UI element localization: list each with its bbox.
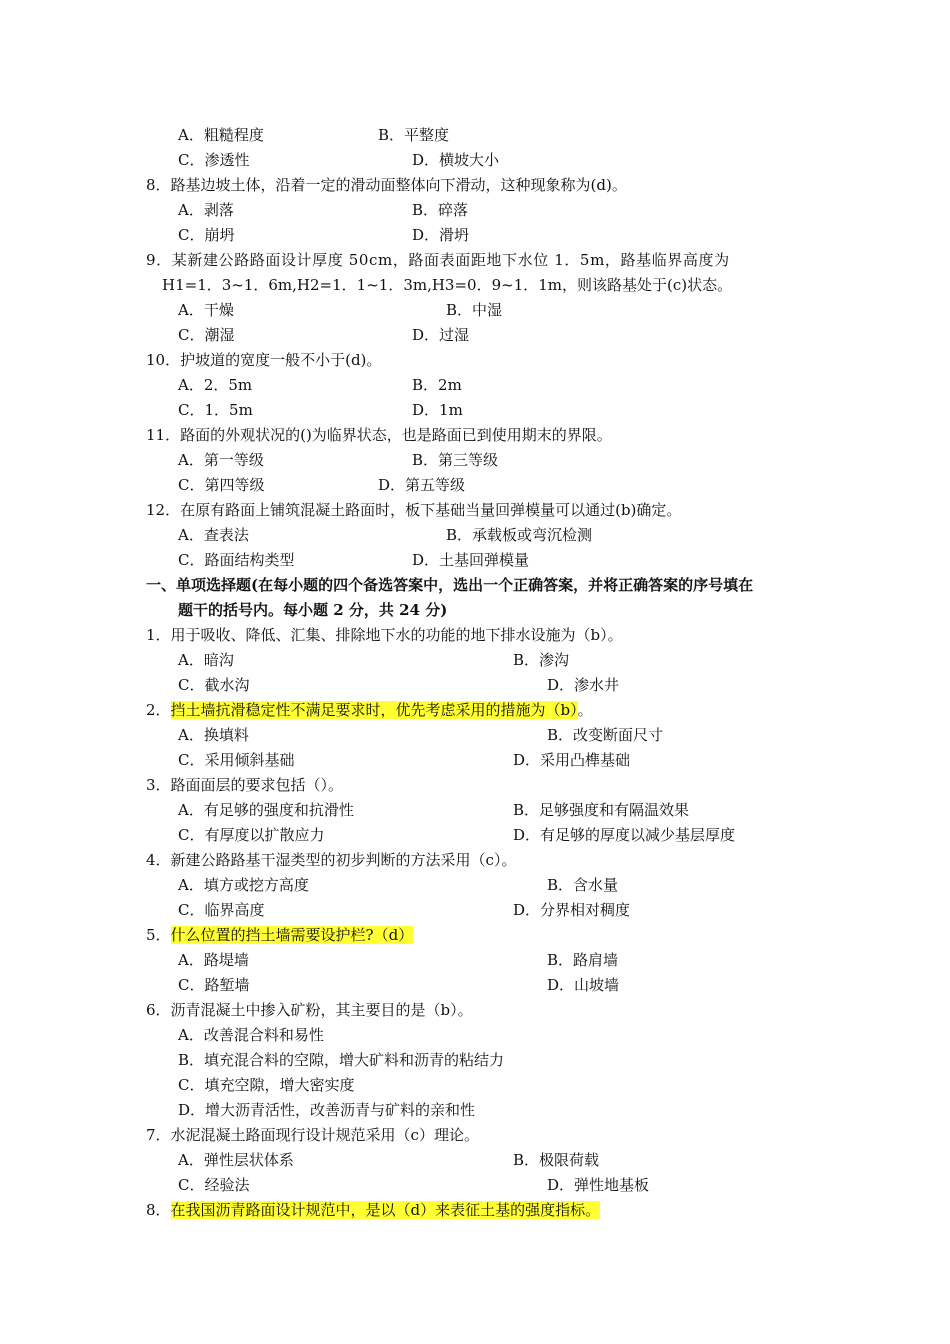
question-stem: 11．路面的外观状况的()为临界状态，也是路面已到使用期末的界限。 [146, 426, 612, 444]
option-a: A．第一等级 [178, 451, 264, 469]
question-stem: 3．路面面层的要求包括（）。 [146, 776, 344, 794]
option-a: A．剥落 [178, 201, 234, 219]
option-c: C．有厚度以扩散应力 [178, 826, 325, 844]
question-number: 8． [146, 1201, 171, 1219]
question-stem: 6．沥青混凝土中掺入矿粉，其主要目的是（b）。 [146, 1001, 473, 1019]
option-b: B．2m [412, 376, 462, 394]
option-a: A．换填料 [178, 726, 249, 744]
section-heading-continued: 题干的括号内。每小题 2 分，共 24 分) [178, 601, 448, 619]
option-d: D．增大沥青活性，改善沥青与矿料的亲和性 [178, 1101, 476, 1119]
option-b: B．路肩墙 [547, 951, 619, 969]
option-d: D．土基回弹模量 [412, 551, 530, 569]
question-stem-highlighted [146, 1199, 600, 1221]
question-stem: 8．路基边坡土体，沿着一定的滑动面整体向下滑动，这种现象称为(d)。 [146, 176, 627, 194]
option-c: C．崩坍 [178, 226, 235, 244]
option-b: B．填充混合料的空隙，增大矿料和沥青的粘结力 [178, 1051, 505, 1069]
option-a: A．路堤墙 [178, 951, 249, 969]
option-c: C．临界高度 [178, 901, 265, 919]
stem-end: 。 [577, 701, 593, 719]
question-stem-highlighted [146, 699, 593, 721]
option-a: A．暗沟 [178, 651, 234, 669]
option-b: B．中湿 [446, 301, 503, 319]
option-b: B．改变断面尺寸 [547, 726, 664, 744]
highlighted-text: 什么位置的挡土墙需要设护栏?（d） [170, 926, 414, 944]
option-d: D．第五等级 [378, 476, 466, 494]
option-d: D．山坡墙 [547, 976, 620, 994]
option-a: A．有足够的强度和抗滑性 [178, 801, 354, 819]
option-a: A．填方或挖方高度 [178, 876, 309, 894]
section-heading: 一、单项选择题(在每小题的四个备选答案中，选出一个正确答案，并将正确答案的序号填在 [146, 576, 754, 594]
option-d: D．弹性地基板 [547, 1176, 650, 1194]
question-stem-continued: H1=1．3~1．6m,H2=1．1~1．3m,H3=0．9~1．1m，则该路基处于(c)状态。 [162, 276, 733, 294]
option-c: C．经验法 [178, 1176, 250, 1194]
question-stem: 9．某新建公路路面设计厚度 50cm，路面表面距地下水位 1．5m，路基临界高度为 [146, 251, 730, 269]
option-c: C．路堑墙 [178, 976, 250, 994]
option-b: B．碎落 [412, 201, 469, 219]
highlighted-text: 在我国沥青路面设计规范中，是以（d）来表征土基的强度指标。 [170, 1201, 601, 1219]
option-a: A．查表法 [178, 526, 249, 544]
option-b: B．足够强度和有隔温效果 [513, 801, 690, 819]
option-c: C．1．5m [178, 401, 253, 419]
option-d: D．有足够的厚度以减少基层厚度 [513, 826, 736, 844]
question-stem: 1．用于吸收、降低、汇集、排除地下水的功能的地下排水设施为（b）。 [146, 626, 623, 644]
option-b: B．含水量 [547, 876, 619, 894]
option-a: A．干燥 [178, 301, 234, 319]
option-b: B．渗沟 [513, 651, 570, 669]
option-b: B．承载板或弯沉检测 [446, 526, 593, 544]
option-c: C．第四等级 [178, 476, 265, 494]
option-c: C．路面结构类型 [178, 551, 295, 569]
option-c: C．采用倾斜基础 [178, 751, 295, 769]
option-d: D．分界相对稠度 [513, 901, 631, 919]
option-b: B．平整度 [378, 126, 450, 144]
question-stem: 12．在原有路面上铺筑混凝土路面时，板下基础当量回弹模量可以通过(b)确定。 [146, 501, 682, 519]
option-b: B．第三等级 [412, 451, 499, 469]
option-a: A．改善混合料和易性 [178, 1026, 324, 1044]
option-d: D．滑坍 [412, 226, 470, 244]
option-b: B．极限荷载 [513, 1151, 600, 1169]
option-a: A．弹性层状体系 [178, 1151, 294, 1169]
option-d: D．1m [412, 401, 463, 419]
question-number: 2． [146, 701, 171, 719]
question-number: 5． [146, 926, 171, 944]
option-a: A．2．5m [178, 376, 253, 394]
option-c: C．渗透性 [178, 151, 250, 169]
option-c: C．填充空隙，增大密实度 [178, 1076, 355, 1094]
option-d: D．渗水井 [547, 676, 620, 694]
option-c: C．潮湿 [178, 326, 235, 344]
option-d: D．横坡大小 [412, 151, 500, 169]
question-stem: 10．护坡道的宽度一般不小于(d)。 [146, 351, 382, 369]
question-stem: 4．新建公路路基干湿类型的初步判断的方法采用（c）。 [146, 851, 517, 869]
option-c: C．截水沟 [178, 676, 250, 694]
question-stem-highlighted [146, 924, 413, 946]
option-d: D．过湿 [412, 326, 470, 344]
option-a: A．粗糙程度 [178, 126, 264, 144]
question-stem: 7．水泥混凝土路面现行设计规范采用（c）理论。 [146, 1126, 479, 1144]
option-d: D．采用凸榫基础 [513, 751, 631, 769]
highlighted-text: 挡土墙抗滑稳定性不满足要求时，优先考虑采用的措施为（b） [170, 701, 578, 719]
